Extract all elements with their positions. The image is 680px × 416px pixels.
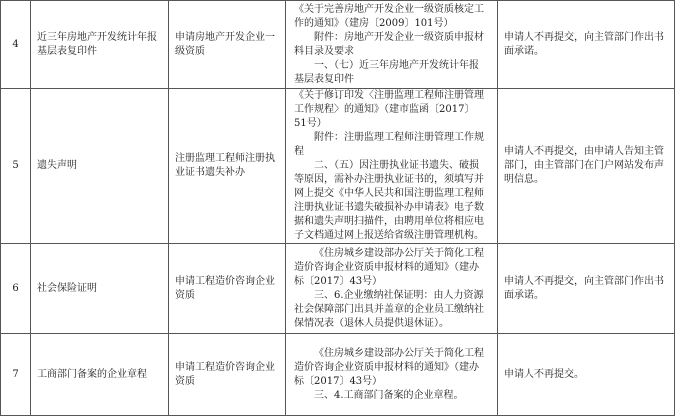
basis-paragraph: 一、（七）近三年房地产开发统计年报基层表复印件 [294,59,479,85]
material-name: 近三年房地产开发统计年报基层表复印件 [31,1,169,89]
basis-paragraph: 二、（五）因注册执业证书遗失、破损等原因，需补办注册执业证书的，须填写并网上提交《中华人民共和国注册监理工程师注册执业证书遗失破损补办申请表》电子数据和遗失声明扫描件，由聘用单位将相应电子文档通过网上报送给省级注册管理机构。 [294,160,484,241]
applicable-item: 申请工程造价咨询企业资质 [169,244,286,334]
basis-paragraph: 三、4.工商部门备案的企业章程。 [314,389,464,401]
material-name: 遗失声明 [31,89,169,244]
applicable-item: 申请工程造价咨询企业资质 [169,334,286,416]
table-row [1,244,675,334]
row-number: 4 [1,1,31,89]
legal-basis [286,89,498,244]
legal-basis [286,1,498,89]
basis-paragraph: 附件：房地产开发企业一级资质申报材料目录及要求 [294,31,484,57]
table-row [1,334,675,416]
legal-basis [286,244,498,334]
handling-method: 申请人不再提交，由申请人告知主管部门，由主管部门在门户网站发布声明信息。 [498,89,675,244]
basis-paragraph: 《住房城乡建设部办公厅关于简化工程造价咨询企业资质申报材料的通知》（建办标〔2017〕43号） [294,347,484,387]
row-number: 7 [1,334,31,416]
applicable-item: 注册监理工程师注册执业证书遗失补办 [169,89,286,244]
table-row [1,89,675,244]
handling-method: 申请人不再提交，向主管部门作出书面承诺。 [498,1,675,89]
basis-paragraph: 《住房城乡建设部办公厅关于简化工程造价咨询企业资质申报材料的通知》（建办标〔2017〕43号） [294,247,484,287]
basis-paragraph: 《关于修订印发〈注册监理工程师注册管理工作规程〉的通知》（建市监函〔2017〕51号） [294,90,484,129]
material-name: 工商部门备案的企业章程 [31,334,169,416]
legal-basis [286,334,498,416]
material-name: 社会保险证明 [31,244,169,334]
basis-paragraph: 《关于完善房地产开发企业一级资质核定工作的通知》（建房〔2009〕101号） [294,3,484,29]
handling-method: 申请人不再提交。 [498,334,675,416]
basis-paragraph: 三、6.企业缴纳社保证明：由人力资源社会保障部门出具并盖章的企业员工缴纳社保情况表（退休人员提供退休证）。 [294,289,484,329]
applicable-item: 申请房地产开发企业一级资质 [169,1,286,89]
basis-paragraph: 附件：注册监理工程师注册管理工作规程 [294,132,484,157]
row-number: 5 [1,89,31,244]
handling-method: 申请人不再提交，向主管部门作出书面承诺。 [498,244,675,334]
row-number: 6 [1,244,31,334]
table-row [1,1,675,89]
